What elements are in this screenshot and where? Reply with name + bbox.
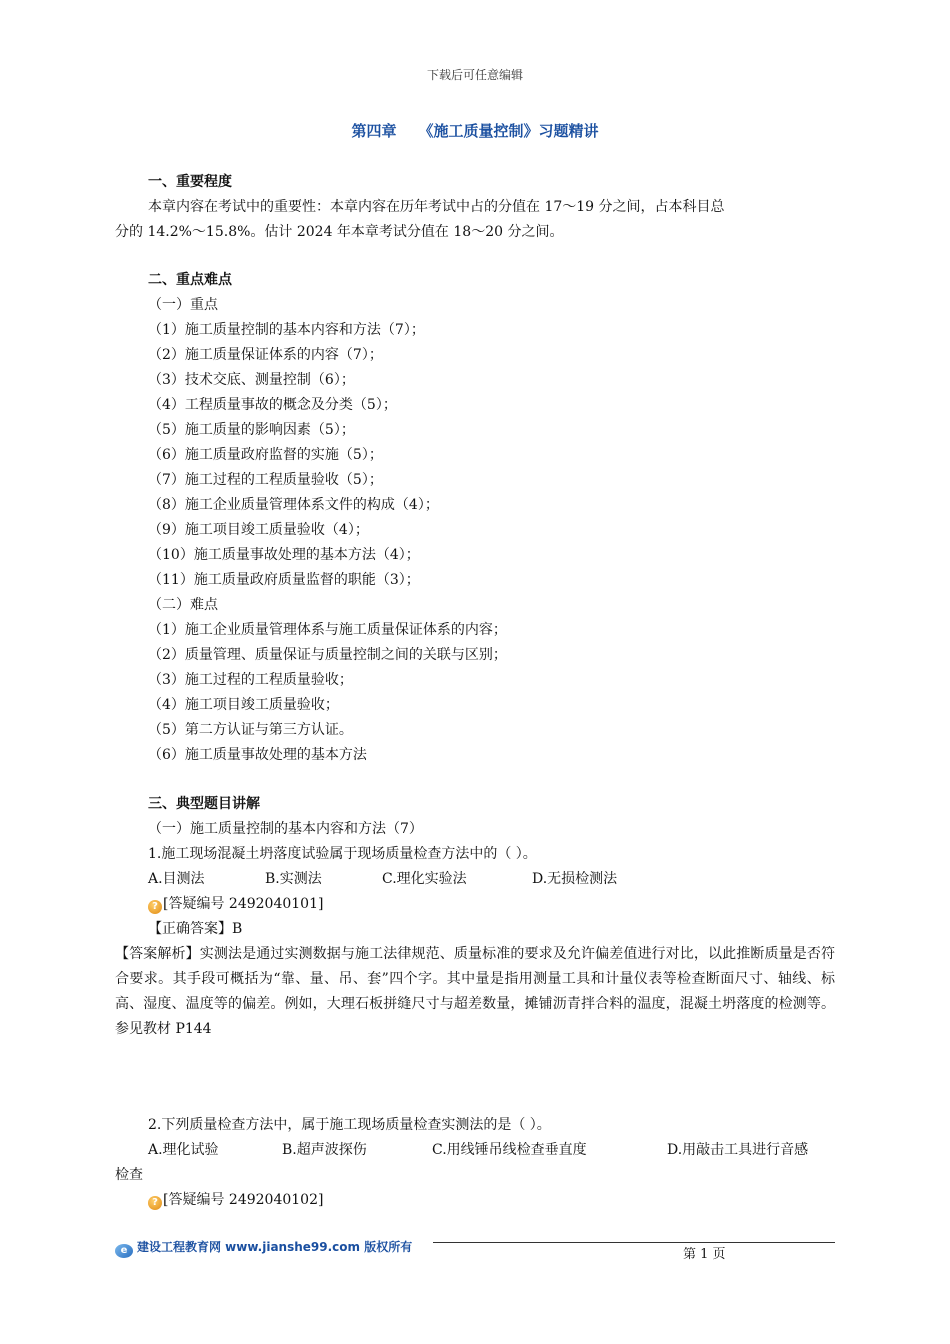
section-heading: 二、重点难点 bbox=[148, 272, 232, 288]
subsection-label: （一）重点 bbox=[148, 297, 218, 313]
list-item: （1）施工质量控制的基本内容和方法（7）； bbox=[148, 322, 425, 338]
question-ref-text: [答疑编号 2492040101] bbox=[163, 896, 324, 912]
option: A.目测法 bbox=[148, 871, 205, 887]
list-item: （1）施工企业质量管理体系与施工质量保证体系的内容； bbox=[148, 622, 507, 638]
page-number: 第 1 页 bbox=[683, 1247, 726, 1262]
list-item: （3）技术交底、测量控制（6）； bbox=[148, 372, 355, 388]
option: B.超声波探伤 bbox=[282, 1142, 367, 1158]
list-item: （6）施工质量事故处理的基本方法 bbox=[148, 747, 367, 763]
question-ref[interactable] bbox=[115, 1188, 835, 1213]
option-wrap: 检查 bbox=[115, 1167, 143, 1183]
section-typical-questions bbox=[115, 792, 835, 1042]
answer-analysis: 【答案解析】实测法是通过实测数据与施工法律规范、质量标准的要求及允许偏差值进行对比，以此推断质量是否符合要求。其手段可概括为“靠、量、吊、套”四个字。其中量是指用测量工具和计量仪表等检查断面尺寸、轴线、标高、湿度、温度等的偏差。例如，大理石板拼缝尺寸与超差数量，摊铺沥青拌合料的温度，混凝土坍落度的检测等。参见教材 P144 bbox=[115, 946, 835, 1037]
chapter-name: 《施工质量控制》习题精讲 bbox=[418, 122, 599, 140]
list-item: （5）施工质量的影响因素（5）； bbox=[148, 422, 355, 438]
question-options bbox=[115, 1138, 835, 1163]
section-importance bbox=[115, 170, 835, 245]
paragraph: 分的 14.2%～15.8%。估计 2024 年本章考试分值在 18～20 分之间。 bbox=[115, 224, 564, 240]
list-item: （8）施工企业质量管理体系文件的构成（4）； bbox=[148, 497, 439, 513]
list-item: （2）施工质量保证体系的内容（7）； bbox=[148, 347, 383, 363]
footer-brand-text: 建设工程教育网 www.jianshe99.com 版权所有 bbox=[137, 1240, 413, 1254]
question-stem: 1.施工现场混凝土坍落度试验属于现场质量检查方法中的（ ）。 bbox=[148, 846, 537, 862]
chapter-number: 第四章 bbox=[351, 122, 397, 140]
footer-divider bbox=[433, 1242, 835, 1243]
question-mark-icon[interactable]: ? bbox=[148, 1196, 162, 1210]
header-note: 下载后可任意编辑 bbox=[426, 68, 523, 82]
section-heading: 一、重要程度 bbox=[148, 174, 232, 190]
list-item: （3）施工过程的工程质量验收； bbox=[148, 672, 353, 688]
option: A.理化试验 bbox=[148, 1142, 219, 1158]
footer-brand[interactable] bbox=[115, 1238, 412, 1258]
question-mark-icon[interactable]: ? bbox=[148, 900, 162, 914]
list-item: （11）施工质量政府质量监督的职能（3）； bbox=[148, 572, 420, 588]
question-2 bbox=[115, 1113, 835, 1213]
page-footer bbox=[115, 1234, 835, 1264]
list-item: （4）施工项目竣工质量验收； bbox=[148, 697, 339, 713]
question-stem: 2.下列质量检查方法中，属于施工现场质量检查实测法的是（ ）。 bbox=[148, 1117, 551, 1133]
option: B.实测法 bbox=[265, 871, 322, 887]
list-item: （4）工程质量事故的概念及分类（5）； bbox=[148, 397, 397, 413]
option: D.用敲击工具进行音感 bbox=[667, 1142, 809, 1158]
section-heading: 三、典型题目讲解 bbox=[148, 796, 260, 812]
paragraph: 本章内容在考试中的重要性：本章内容在历年考试中占的分值在 17～19 分之间，占本科目总 bbox=[148, 199, 725, 215]
question-options bbox=[115, 867, 835, 892]
option: C.理化实验法 bbox=[382, 871, 467, 887]
subsection-label: （一）施工质量控制的基本内容和方法（7） bbox=[148, 821, 423, 837]
list-item: （6）施工质量政府监督的实施（5）； bbox=[148, 447, 383, 463]
list-item: （9）施工项目竣工质量验收（4）； bbox=[148, 522, 369, 538]
list-item: （7）施工过程的工程质量验收（5）； bbox=[148, 472, 383, 488]
correct-answer: 【正确答案】B bbox=[148, 921, 243, 937]
chapter-title bbox=[0, 120, 950, 141]
question-ref[interactable] bbox=[115, 892, 835, 917]
section-key-points bbox=[115, 268, 835, 768]
list-item: （10）施工质量事故处理的基本方法（4）； bbox=[148, 547, 420, 563]
list-item: （2）质量管理、质量保证与质量控制之间的关联与区别； bbox=[148, 647, 507, 663]
list-item: （5）第二方认证与第三方认证。 bbox=[148, 722, 353, 738]
option: D.无损检测法 bbox=[532, 871, 618, 887]
question-ref-text: [答疑编号 2492040102] bbox=[163, 1192, 324, 1208]
option: C.用线锤吊线检查垂直度 bbox=[432, 1142, 587, 1158]
subsection-label: （二）难点 bbox=[148, 597, 218, 613]
brand-logo-icon: e bbox=[115, 1244, 133, 1258]
